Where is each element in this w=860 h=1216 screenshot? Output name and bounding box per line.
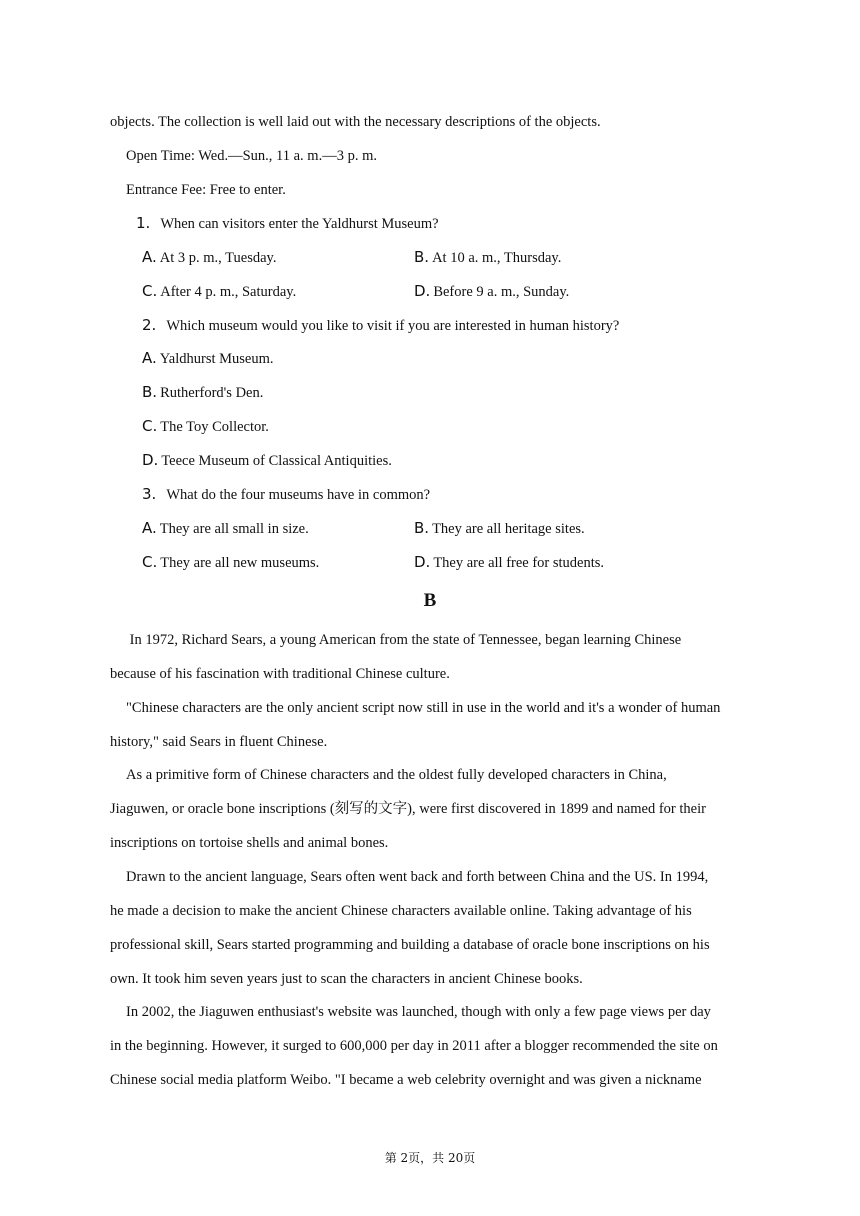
option-letter: A. (142, 349, 157, 367)
option-text: Rutherford's Den. (160, 385, 264, 401)
q1-option-a (142, 248, 276, 267)
question-3-text: What do the four museums have in common? (166, 487, 431, 503)
option-text: They are all heritage sites. (432, 521, 585, 537)
q3-option-c (142, 553, 319, 572)
option-text: The Toy Collector. (160, 419, 269, 435)
q3-option-a (142, 519, 309, 538)
passage-b-line: because of his fascination with traditional Chinese culture. (110, 666, 450, 682)
question-1-number: 1. (136, 214, 151, 232)
option-letter: C. (142, 417, 158, 435)
question-2 (142, 316, 619, 335)
option-text: They are all small in size. (159, 521, 309, 537)
option-letter: C. (142, 553, 158, 571)
option-text: They are all free for students. (433, 555, 605, 571)
option-text: Before 9 a. m., Sunday. (433, 284, 570, 300)
question-3-number: 3. (142, 485, 157, 503)
passage-b-line: professional skill, Sears started programming and building a database of oracle bone inscriptions on his (110, 937, 710, 953)
passage-b-line: Jiaguwen, or oracle bone inscriptions (刻写的文字), were first discovered in 1899 and named for their (110, 801, 706, 817)
q1-option-c (142, 282, 296, 301)
option-letter: D. (414, 282, 431, 300)
q1-option-b (414, 248, 561, 267)
option-text: At 10 a. m., Thursday. (432, 250, 562, 266)
passage-b-line: In 2002, the Jiaguwen enthusiast's website was launched, though with only a few page views per day (126, 1004, 711, 1020)
option-letter: A. (142, 248, 157, 266)
option-text: They are all new museums. (160, 555, 320, 571)
q2-option-b (142, 383, 263, 402)
option-text: At 3 p. m., Tuesday. (159, 250, 277, 266)
q2-option-d (142, 451, 392, 470)
option-letter: C. (142, 282, 158, 300)
option-text: Teece Museum of Classical Antiquities. (161, 453, 392, 469)
passage-b-line: Drawn to the ancient language, Sears often went back and forth between China and the US. In 1994, (126, 869, 709, 885)
passage-b-line: in the beginning. However, it surged to 600,000 per day in 2011 after a blogger recommended the site on (110, 1038, 718, 1054)
option-text: Yaldhurst Museum. (159, 351, 274, 367)
entrance-fee: Entrance Fee: Free to enter. (126, 182, 286, 198)
passage-b-line: In 1972, Richard Sears, a young American from the state of Tennessee, began learning Chinese (126, 632, 682, 648)
question-1-text: When can visitors enter the Yaldhurst Museum? (160, 216, 439, 232)
q2-option-c (142, 417, 269, 436)
open-time: Open Time: Wed.—Sun., 11 a. m.—3 p. m. (126, 148, 377, 164)
q3-option-d (414, 553, 604, 572)
passage-a-tail: objects. The collection is well laid out with the necessary descriptions of the objects. (110, 114, 601, 130)
q3-option-b (414, 519, 585, 538)
passage-b-line: history," said Sears in fluent Chinese. (110, 734, 328, 750)
passage-b-line: As a primitive form of Chinese characters and the oldest fully developed characters in China, (126, 767, 667, 783)
question-1 (136, 214, 439, 233)
option-letter: B. (414, 248, 430, 266)
passage-b-line: he made a decision to make the ancient Chinese characters available online. Taking advantage of his (110, 903, 692, 919)
question-2-number: 2. (142, 316, 157, 334)
option-letter: D. (414, 553, 431, 571)
q2-option-a (142, 349, 274, 368)
section-b-heading: B (423, 590, 437, 611)
passage-b-line: inscriptions on tortoise shells and animal bones. (110, 835, 389, 851)
option-text: After 4 p. m., Saturday. (160, 284, 297, 300)
option-letter: B. (142, 383, 158, 401)
question-3 (142, 485, 430, 504)
option-letter: D. (142, 451, 159, 469)
question-2-text: Which museum would you like to visit if you are interested in human history? (166, 318, 620, 334)
passage-b-line: "Chinese characters are the only ancient script now still in use in the world and it's a wonder of human (126, 700, 721, 716)
option-letter: A. (142, 519, 157, 537)
passage-b-line: Chinese social media platform Weibo. "I became a web celebrity overnight and was given a nickname (110, 1072, 702, 1088)
option-letter: B. (414, 519, 430, 537)
q1-option-d (414, 282, 569, 301)
passage-b-line: own. It took him seven years just to scan the characters in ancient Chinese books. (110, 971, 583, 987)
page-footer: 第 2页，共 20页 (384, 1151, 476, 1165)
